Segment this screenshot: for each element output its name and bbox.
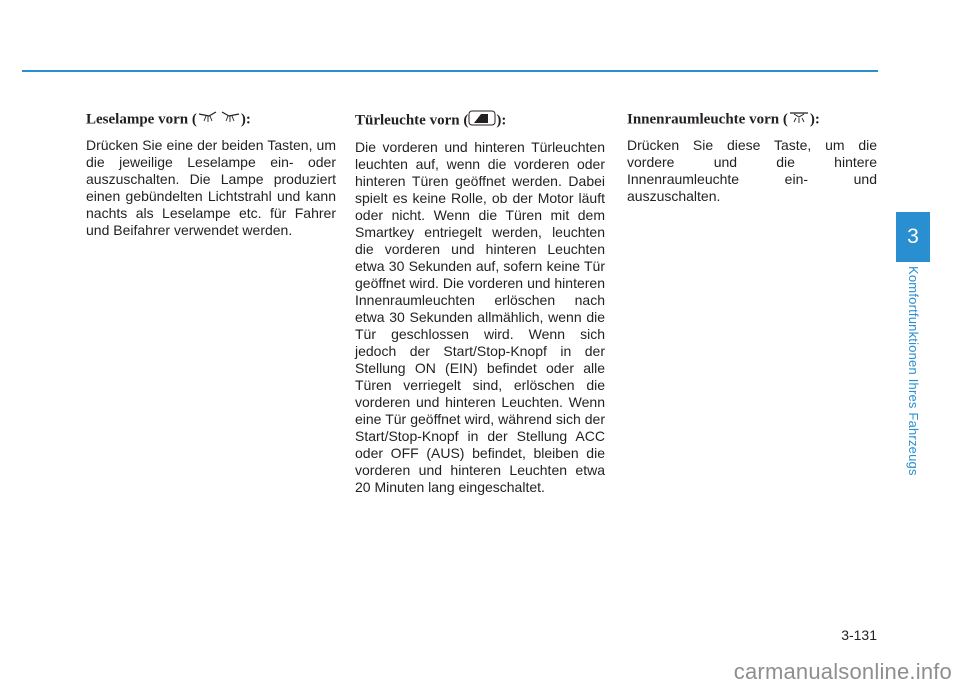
chapter-title: Komfortfunktionen Ihres Fahrzeugs — [906, 266, 921, 476]
header-rule — [22, 70, 878, 72]
section-reading-lamp — [86, 110, 336, 239]
section-door-lamp — [355, 110, 605, 496]
section-body: Die vorderen und hinteren Türleuchten leuchten auf, wenn die vorderen oder hinteren Türen geöffnet werden. Dabei spielt es keine Rolle, ob der Motor läuft oder nicht. Wenn die Türen mit dem Smartkey entriegelt werden, leuchten die vorderen und hinteren Leuchten etwa 30 Sekunden auf, sofern keine Tür geöffnet wird. Die vorderen und hinteren Innenraumleuchten erlöschen nach etwa 30 Sekunden allmählich, wenn die Tür geschlossen wird. Wenn sich jedoch der Start/Stop-Knopf in der Stellung ON (EIN) befindet oder alle Türen verriegelt sind, erlöschen die vorderen und hinteren Leuchten. Wenn eine Tür geöffnet wird, während sich der Start/Stop-Knopf in der Stellung ACC oder OFF (AUS) befindet, bleiben die vorderen und hinteren Leuchten etwa 20 Minuten lang eingeschaltet. — [355, 139, 605, 495]
chapter-number-tab: 3 — [896, 212, 930, 262]
reading-lamp-right-icon — [219, 110, 241, 130]
section-heading: Leselampe vorn ( ): — [86, 110, 336, 130]
interior-lamp-icon — [788, 110, 810, 130]
section-heading: Innenraumleuchte vorn ( ): — [627, 110, 877, 130]
section-interior-lamp — [627, 110, 877, 205]
section-heading: Türleuchte vorn ( ): — [355, 110, 605, 132]
reading-lamp-left-icon — [197, 110, 219, 130]
watermark: carmanualsonline.info — [733, 659, 952, 684]
page-number: 3-131 — [841, 627, 877, 643]
section-body: Drücken Sie eine der beiden Tasten, um die jeweilige Leselampe ein- oder auszuschalten. Die Lampe produziert einen gebündelten Lichtstrahl und kann nachts als Leselampe etc. für Fahrer und Beifahrer verwendet werden. — [86, 137, 336, 238]
door-lamp-icon — [468, 110, 496, 132]
section-body: Drücken Sie diese Taste, um die vordere und die hintere Innenraumleuchte ein- und auszuschalten. — [627, 137, 877, 204]
